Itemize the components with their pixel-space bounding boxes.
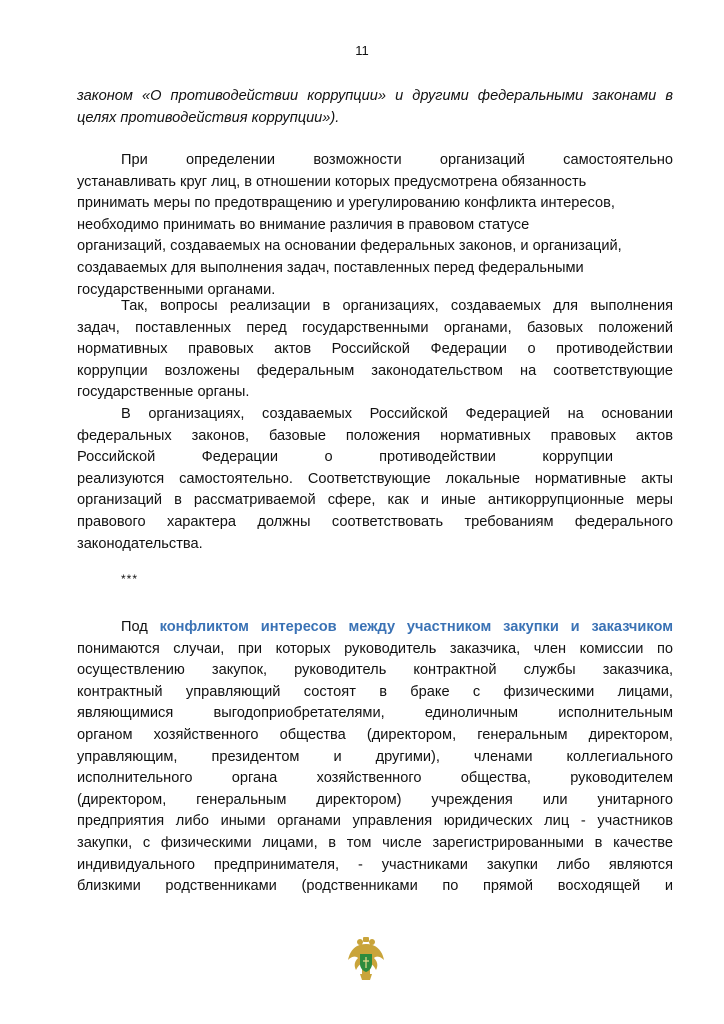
text-line: При определении возможности организаций самостоятельно: [121, 152, 673, 168]
text-line: правового характера должны соответствовать требованиям федерального: [77, 513, 673, 530]
prosecutor-eagle-emblem-icon: [346, 934, 386, 986]
text-line: государственные органы.: [77, 384, 250, 401]
paragraph-3: [77, 404, 673, 555]
text-line: закупки, с физическими лицами, в том числе зарегистрированными в качестве: [77, 834, 673, 851]
section-separator: ***: [121, 572, 139, 586]
text-line: коррупции возложены федеральным законодательством на соответствующие: [77, 362, 673, 379]
text-line: исполнительного органа хозяйственного общества, руководителем: [77, 770, 673, 787]
text-line: необходимо принимать во внимание различия в правовом статусе: [77, 216, 530, 233]
text-line: создаваемых для выполнения задач, поставленных перед федеральными: [77, 259, 584, 276]
text-line: управляющим, президентом и другими), членами коллегиального: [77, 748, 673, 765]
text-line: индивидуального предпринимателя, - участниками закупки либо являются: [77, 856, 673, 873]
text-line: устанавливать круг лиц, в отношении которых предусмотрена обязанность: [77, 173, 587, 190]
page-number: 11: [355, 43, 369, 58]
text-line: органом хозяйственного общества (директором, генеральным директором,: [77, 726, 673, 743]
paragraph-4: [77, 617, 673, 898]
intro-paragraph: [77, 86, 673, 129]
text-line: реализуются самостоятельно. Соответствующие локальные нормативные акты: [77, 470, 673, 487]
text-line: (директором, генеральным директором) учреждения или унитарного: [77, 791, 673, 808]
text-line: контрактный управляющий состоят в браке с физическими лицами,: [77, 683, 673, 700]
text-line: принимать меры по предотвращению и урегулированию конфликта интересов,: [77, 195, 615, 212]
text-line: организаций в рассматриваемой сфере, как и иные антикоррупционные меры: [77, 492, 673, 509]
paragraph-1: [77, 150, 673, 301]
text-line: [77, 617, 673, 639]
text-line: организаций, создаваемых на основании федеральных законов, и организаций,: [77, 238, 622, 255]
text-line: понимаются случаи, при которых руководитель заказчика, член комиссии по: [77, 640, 673, 657]
text-line: целях противодействия коррупции»).: [77, 109, 340, 126]
text-line: нормативных правовых актов Российской Федерации о противодействии: [77, 341, 673, 358]
text-line: Российской Федерации о противодействии коррупции: [77, 449, 613, 466]
text-line: законом «О противодействии коррупции» и другими федеральными законами в: [77, 88, 673, 104]
text-line: законодательства.: [77, 535, 203, 552]
text-line: государственными органами.: [77, 281, 276, 298]
text-line: В организациях, создаваемых Российской Федерацией на основании: [121, 406, 673, 422]
text-prefix: Под: [121, 619, 148, 635]
text-line: задач, поставленных перед государственными органами, базовых положений: [77, 319, 673, 336]
text-line: предприятия либо иными органами управления юридических лиц - участников: [77, 813, 673, 830]
highlighted-term: конфликтом интересов между участником закупки и заказчиком: [159, 619, 674, 635]
text-line: осуществлению закупок, руководитель контрактной службы заказчика,: [77, 662, 673, 679]
text-line: Так, вопросы реализации в организациях, создаваемых для выполнения: [121, 298, 673, 314]
text-line: федеральных законов, базовые положения нормативных правовых актов: [77, 427, 673, 444]
text-line: близкими родственниками (родственниками по прямой восходящей и: [77, 878, 673, 895]
paragraph-2: [77, 296, 673, 404]
text-line: являющимися выгодоприобретателями, единоличным исполнительным: [77, 705, 673, 722]
